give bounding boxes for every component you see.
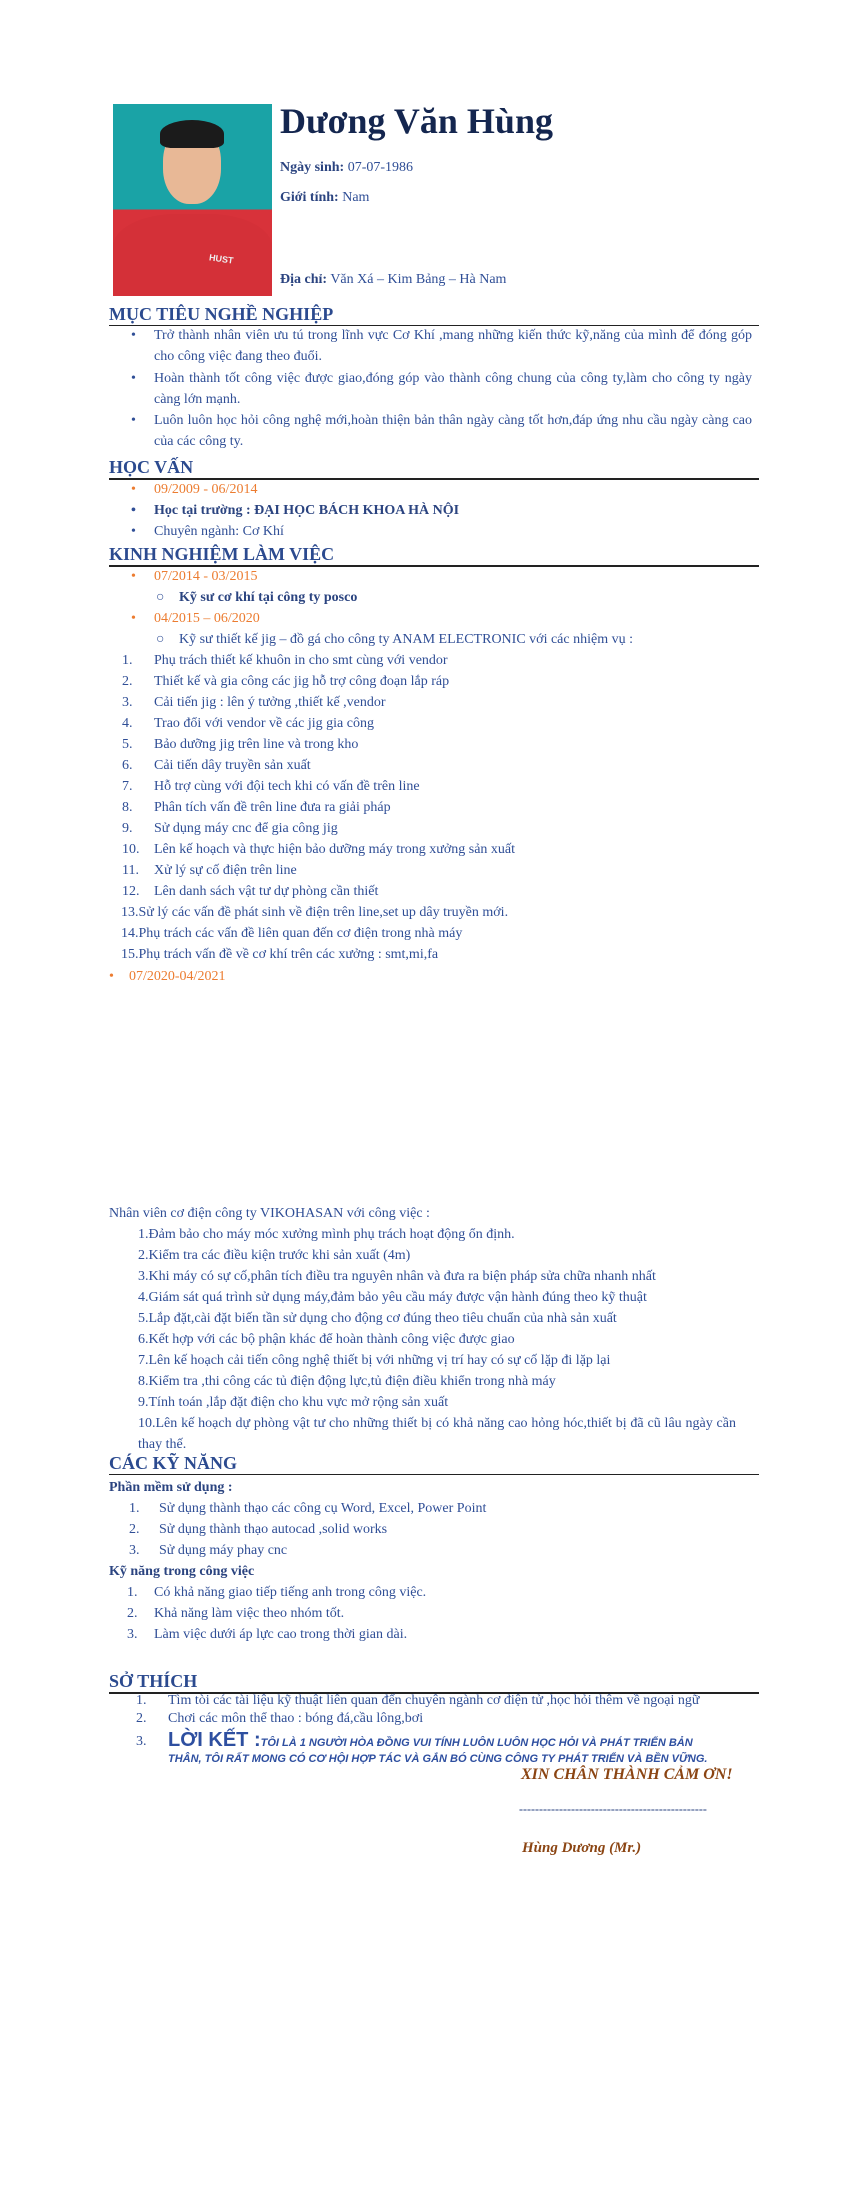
list-marker: 2. — [127, 1606, 138, 1621]
job2-task — [122, 650, 448, 671]
list-item-text: 10.Lên kế hoạch dự phòng vật tư cho những thiết bị có khả năng cao hỏng hóc,thiết bị đã cũ lâu ngày cần thay thế. — [138, 1416, 736, 1452]
list-item-text: Phân tích vấn đề trên line đưa ra giải pháp — [154, 800, 391, 815]
list-marker: 2. — [136, 1711, 147, 1726]
objective-item — [131, 410, 752, 452]
job3-task — [138, 1224, 515, 1245]
list-number: 2. — [122, 674, 133, 689]
signature-line: ----------------------------------------------- — [519, 1802, 707, 1816]
software-label: Phần mềm sử dụng : — [109, 1480, 233, 1495]
closing-text: TÔI LÀ 1 NGƯỜI HÒA ĐỒNG VUI TÍNH LUÔN LUÔN HỌC HỎI VÀ PHÁT TRIỂN BẢN THÂN, TÔI RẤT MONG CÓ CƠ HỘI HỢP TÁC VÀ GẮN BÓ CÙNG CÔNG TY PHÁT TRIỂN VÀ BỀN VỮNG. — [168, 1737, 708, 1765]
job3-task — [138, 1392, 448, 1413]
job3-task — [138, 1350, 610, 1371]
address-line: Địa chỉ: Văn Xá – Kim Bảng – Hà Nam — [280, 272, 507, 287]
list-number: 10. — [122, 842, 140, 857]
list-marker: • — [131, 328, 136, 343]
job2-task — [122, 881, 379, 902]
list-item-text: Sử dụng máy phay cnc — [159, 1543, 288, 1558]
job3-intro: Nhân viên cơ điện công ty VIKOHASAN với công việc : — [109, 1206, 430, 1221]
list-item-text: Hỗ trợ cùng với đội tech khi có vấn đề trên line — [154, 779, 420, 794]
list-item-text: 15.Phụ trách vấn đề về cơ khí trên các xưởng : smt,mi,fa — [121, 947, 439, 962]
job2-task — [121, 902, 508, 923]
list-item-text: Cải tiến jig : lên ý tưởng ,thiết kế ,vendor — [154, 695, 386, 710]
list-item-text: Làm việc dưới áp lực cao trong thời gian dài. — [154, 1627, 408, 1642]
section-skills-title: CÁC KỸ NĂNG — [109, 1452, 759, 1475]
list-number: 12. — [122, 884, 140, 899]
list-marker: • — [131, 413, 136, 428]
list-item-text: Có khả năng giao tiếp tiếng anh trong công việc. — [154, 1585, 427, 1600]
job1-role: ○ Kỹ sư cơ khí tại công ty posco — [156, 590, 358, 605]
list-item-text: Tìm tòi các tài liệu kỹ thuật liên quan đến chuyên ngành cơ điện tử ,học hỏi thêm về ngoại ngữ — [168, 1693, 700, 1708]
software-skill — [129, 1540, 288, 1561]
list-item-text: Chơi các môn thể thao : bóng đá,cầu lông,bơi — [168, 1711, 424, 1726]
job3-task — [138, 1371, 556, 1392]
list-item-text: Khả năng làm việc theo nhóm tốt. — [154, 1606, 345, 1621]
list-item-text: 14.Phụ trách các vấn đề liên quan đến cơ điện trong nhà máy — [121, 926, 463, 941]
job2-role: ○ Kỹ sư thiết kế jig – đồ gá cho công ty ANAM ELECTRONIC với các nhiệm vụ : — [156, 632, 633, 647]
list-item-text: 3.Khi máy có sự cố,phân tích điều tra nguyên nhân và đưa ra biện pháp sửa chữa nhanh nhất — [138, 1269, 656, 1284]
work-skill — [127, 1582, 427, 1603]
job3-period: • 07/2020-04/2021 — [109, 969, 226, 984]
job2-task — [121, 923, 462, 944]
job3-task — [138, 1245, 410, 1266]
list-number: 11. — [122, 863, 139, 878]
profile-photo — [113, 104, 272, 296]
list-number: 4. — [122, 716, 133, 731]
list-item-text: Lên kế hoạch và thực hiện bảo dưỡng máy trong xưởng sản xuất — [154, 842, 516, 857]
job2-task — [122, 776, 420, 797]
objective-item — [131, 368, 752, 410]
list-item-text: 8.Kiểm tra ,thi công các tủ điện động lực,tủ điện điều khiển trong nhà máy — [138, 1374, 556, 1389]
hobby-item — [136, 1692, 700, 1710]
section-objective-title: MỤC TIÊU NGHỀ NGHIỆP — [109, 303, 759, 326]
list-item-text: Hoàn thành tốt công việc được giao,đóng góp vào thành công chung của công ty,làm cho công ty ngày càng lớn mạnh. — [154, 371, 752, 407]
list-number: 3. — [122, 695, 133, 710]
list-item-text: Sử dụng thành thạo autocad ,solid works — [159, 1522, 388, 1537]
list-item-text: Luôn luôn học hỏi công nghệ mới,hoàn thiện bản thân ngày càng tốt hơn,đáp ứng nhu cầu ngày càng cao của các công ty. — [154, 413, 752, 449]
job3-task — [138, 1413, 736, 1455]
list-item-text: Sử dụng máy cnc để gia công jig — [154, 821, 338, 836]
work-skill-label: Kỹ năng trong công việc — [109, 1564, 255, 1579]
closing-label: LỜI KẾT : — [168, 1729, 261, 1751]
work-skill — [127, 1624, 408, 1645]
list-item-text: Xử lý sự cố điện trên line — [154, 863, 297, 878]
job2-task — [122, 839, 516, 860]
job1-period: • 07/2014 - 03/2015 — [131, 569, 258, 584]
software-skill — [129, 1498, 487, 1519]
list-number: 7. — [122, 779, 133, 794]
job2-task — [122, 713, 374, 734]
list-item-text: Phụ trách thiết kế khuôn in cho smt cùng với vendor — [154, 653, 448, 668]
list-item-text: 2.Kiểm tra các điều kiện trước khi sản xuất (4m) — [138, 1248, 411, 1263]
list-item-text: Trở thành nhân viên ưu tú trong lĩnh vực Cơ Khí ,mang những kiến thức kỹ,năng của mình để đóng góp cho công việc đang theo đuổi. — [154, 328, 752, 364]
job2-period: • 04/2015 – 06/2020 — [131, 611, 260, 626]
full-name: Dương Văn Hùng — [280, 101, 553, 141]
list-marker: 3. — [129, 1543, 140, 1558]
education-major: • Chuyên ngành: Cơ Khí — [131, 524, 284, 539]
section-education-title: HỌC VẤN — [109, 456, 759, 480]
job2-task — [121, 944, 438, 965]
list-marker: 1. — [129, 1501, 140, 1516]
list-item-text: Sử dụng thành thạo các công cụ Word, Excel, Power Point — [159, 1501, 487, 1516]
list-item-text: 7.Lên kế hoạch cải tiến công nghệ thiết bị với những vị trí hay có sự cố lặp đi lặp lại — [138, 1353, 611, 1368]
work-skill — [127, 1603, 345, 1624]
list-item-text: Cải tiến dây truyền sản xuất — [154, 758, 311, 773]
list-marker: • — [131, 371, 136, 386]
gender-line: Giới tính: Nam — [280, 190, 370, 205]
dob-line: Ngày sinh: 07-07-1986 — [280, 160, 414, 175]
job2-task — [122, 755, 311, 776]
list-number: 6. — [122, 758, 133, 773]
list-item-text: 1.Đảm bảo cho máy móc xưởng mình phụ trách hoạt động ổn định. — [138, 1227, 515, 1242]
list-item-text: 5.Lắp đặt,cài đặt biến tần sử dụng cho động cơ đúng theo tiêu chuẩn của nhà sản xuất — [138, 1311, 617, 1326]
list-item-text: Thiết kế và gia công các jig hỗ trợ công đoạn lắp ráp — [154, 674, 450, 689]
list-number: 8. — [122, 800, 133, 815]
list-number: 9. — [122, 821, 133, 836]
education-period: • 09/2009 - 06/2014 — [131, 482, 258, 497]
job3-task — [138, 1287, 647, 1308]
list-item-text: 9.Tính toán ,lắp đặt điện cho khu vực mở rộng sản xuất — [138, 1395, 449, 1410]
list-item-text: Bảo dưỡng jig trên line và trong kho — [154, 737, 359, 752]
job3-task — [138, 1308, 617, 1329]
objective-item — [131, 325, 752, 367]
education-school: • Học tại trường : ĐẠI HỌC BÁCH KHOA HÀ NỘI — [131, 503, 460, 518]
signature-name: Hùng Dương (Mr.) — [522, 1840, 642, 1856]
list-item-text: 4.Giám sát quá trình sử dụng máy,đảm bảo yêu cầu máy được vận hành đúng theo kỹ thuật — [138, 1290, 647, 1305]
list-item-text: 13.Sử lý các vấn đề phát sinh về điện trên line,set up dây truyền mới. — [121, 905, 509, 920]
list-item-text: Lên danh sách vật tư dự phòng cần thiết — [154, 884, 379, 899]
job2-task — [122, 797, 391, 818]
list-marker: 1. — [127, 1585, 138, 1600]
list-marker: 1. — [136, 1693, 147, 1708]
shirt-logo: HUST — [208, 252, 235, 266]
list-item-text: 6.Kết hợp với các bộ phận khác để hoàn thành công việc được giao — [138, 1332, 515, 1347]
list-marker: 3. — [127, 1627, 138, 1642]
list-item-text: Trao đổi với vendor về các jig gia công — [154, 716, 374, 731]
job2-task — [122, 671, 450, 692]
job3-task — [138, 1266, 656, 1287]
thanks-text: XIN CHÂN THÀNH CẢM ƠN! — [521, 1766, 733, 1783]
job2-task — [122, 734, 359, 755]
hobby-item — [136, 1710, 424, 1728]
software-skill — [129, 1519, 388, 1540]
job3-task — [138, 1329, 515, 1350]
job2-task — [122, 818, 338, 839]
section-experience-title: KINH NGHIỆM LÀM VIỆC — [109, 543, 759, 567]
list-number: 5. — [122, 737, 133, 752]
list-marker: 2. — [129, 1522, 140, 1537]
list-number: 1. — [122, 653, 133, 668]
section-hobbies-title: SỞ THÍCH — [109, 1670, 759, 1694]
job2-task — [122, 692, 386, 713]
job2-task — [122, 860, 297, 881]
